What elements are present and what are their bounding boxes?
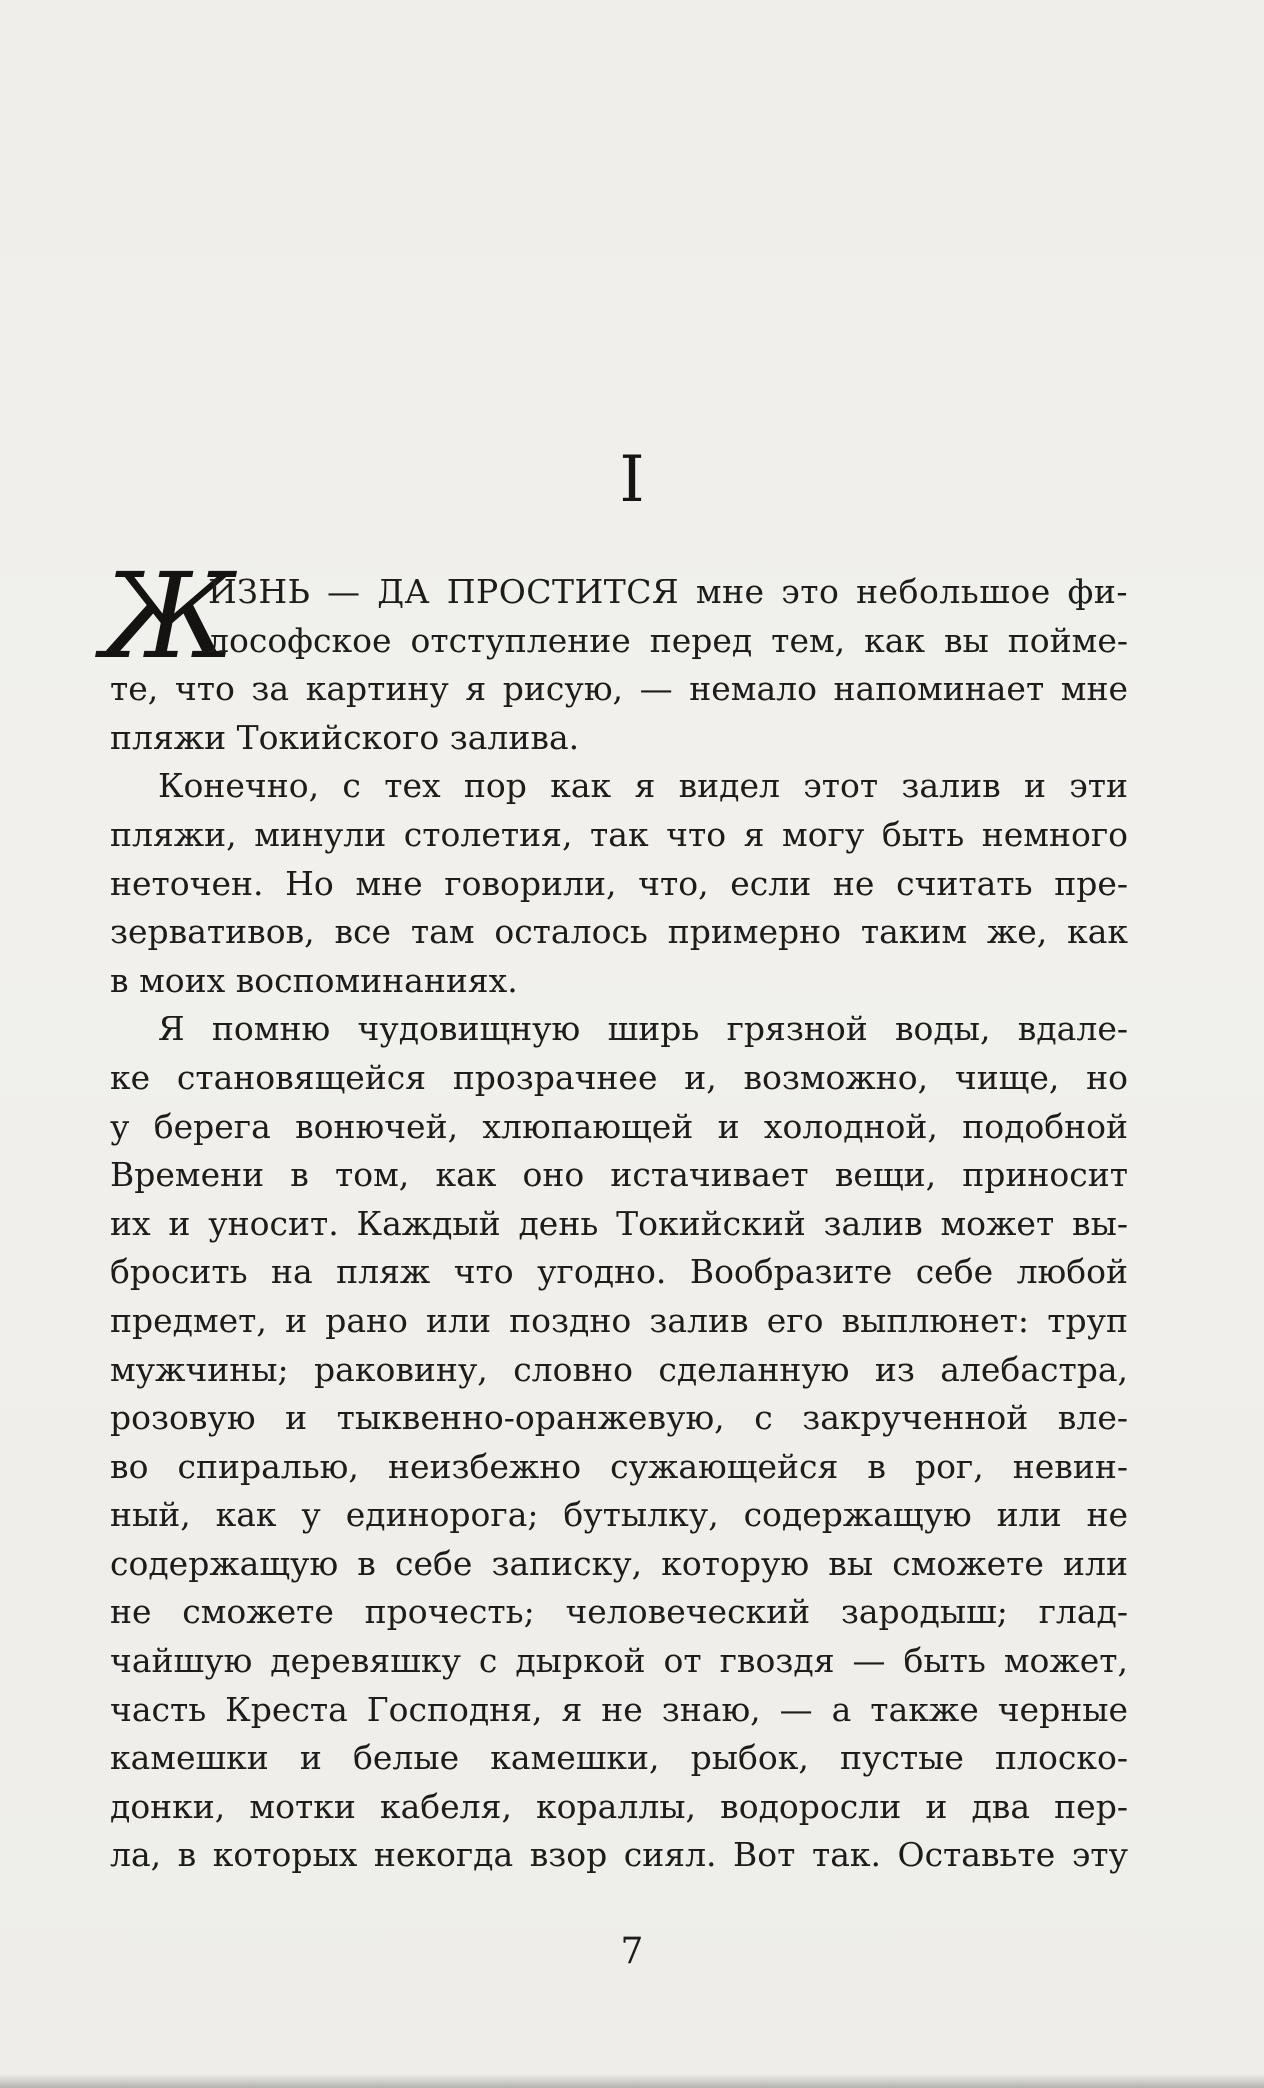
text-line: донки, мотки кабеля, кораллы, водоросли и два пер- <box>110 1786 1128 1826</box>
text-line: во спиралью, неизбежно сужающейся в рог, невин- <box>110 1446 1128 1486</box>
body-text <box>110 568 1128 1880</box>
text-line: в моих воспоминаниях. <box>110 960 518 1000</box>
page-edge-shadow <box>0 2074 1264 2088</box>
text-line: пляжи, минули столетия, так что я могу быть немного <box>110 814 1128 854</box>
text-line: камешки и белые камешки, рыбок, пустые плоско- <box>110 1738 1128 1778</box>
text-line: лософское отступление перед тем, как вы пойме- <box>208 620 1128 660</box>
page-number: 7 <box>620 1931 644 1972</box>
text-line: не сможете прочесть; человеческий зародыш; глад- <box>110 1592 1128 1632</box>
text-line: розовую и тыквенно-оранжевую, с закрученной вле- <box>110 1398 1128 1438</box>
text-line: ла, в которых некогда взор сиял. Вот так. Оставьте эту <box>110 1835 1128 1875</box>
text-line: неточен. Но мне говорили, что, если не считать пре- <box>110 863 1128 903</box>
text-line: ный, как у единорога; бутылку, содержащую или не <box>110 1495 1128 1535</box>
text-line: чайшую деревяшку с дыркой от гвоздя — быть может, <box>110 1641 1128 1681</box>
chapter-number: I <box>619 443 645 517</box>
text-line: Я помню чудовищную ширь грязной воды, вдале- <box>158 1009 1128 1049</box>
drop-cap: Ж <box>102 547 235 685</box>
text-line: содержащую в себе записку, которую вы сможете или <box>110 1543 1128 1583</box>
text-line: их и уносит. Каждый день Токийский залив может вы- <box>110 1203 1128 1243</box>
text-line: мужчины; раковину, словно сделанную из алебастра, <box>110 1349 1128 1389</box>
text-line: Конечно, с тех пор как я видел этот залив и эти <box>158 766 1128 806</box>
text-line: те, что за картину я рисую, — немало напоминает мне <box>110 669 1128 709</box>
text-line: ке становящейся прозрачнее и, возможно, чище, но <box>110 1057 1128 1097</box>
text-line: часть Креста Господня, я не знаю, — а также черные <box>110 1689 1128 1729</box>
text-line: бросить на пляж что угодно. Вообразите себе любой <box>110 1252 1128 1292</box>
text-line: пляжи Токийского залива. <box>110 717 580 757</box>
text-line: ИЗНЬ — ДА ПРОСТИТСЯ мне это небольшое фи- <box>208 572 1128 611</box>
text-line: зервативов, все там осталось примерно таким же, как <box>110 912 1128 952</box>
text-line: предмет, и рано или поздно залив его выплюнет: труп <box>110 1300 1128 1340</box>
text-line: у берега вонючей, хлюпающей и холодной, подобной <box>110 1106 1128 1146</box>
text-line: Времени в том, как оно истачивает вещи, приносит <box>110 1155 1128 1195</box>
